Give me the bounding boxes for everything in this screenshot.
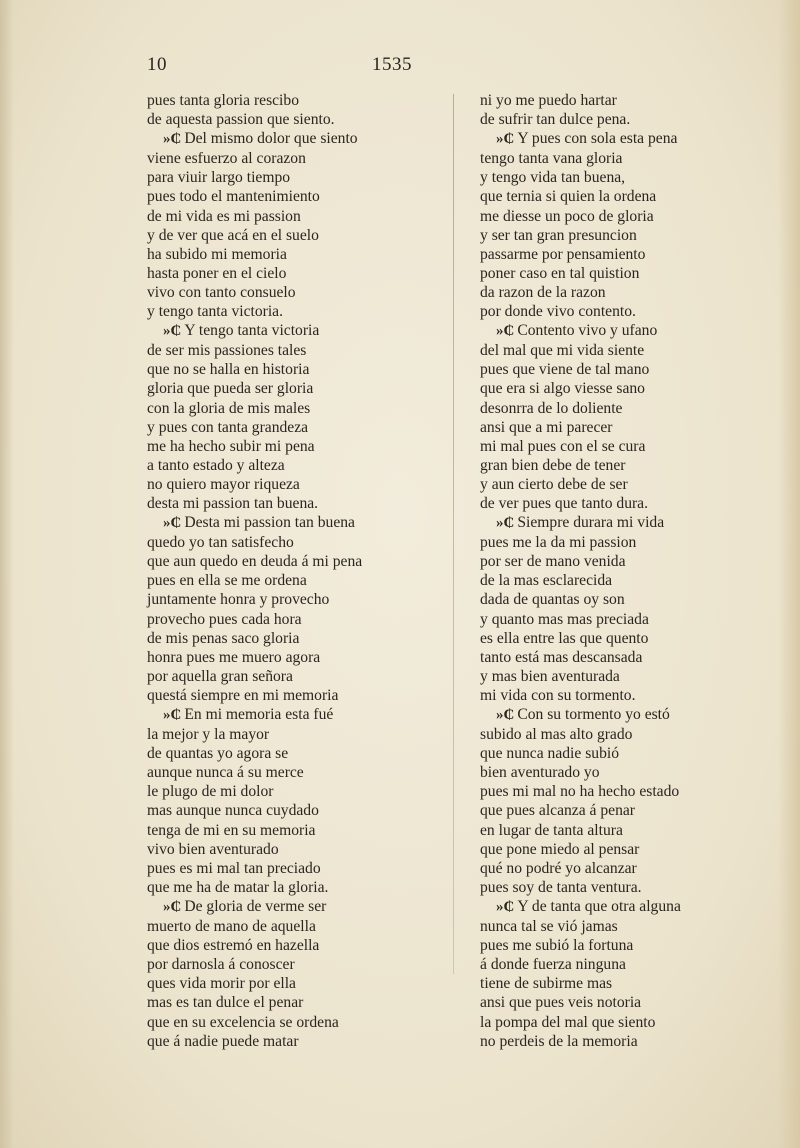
verse-text: le plugo de mi dolor <box>147 783 274 801</box>
stanza-first-line <box>147 129 447 149</box>
verse-text: ques vida morir por ella <box>147 975 296 993</box>
verse-line <box>480 974 780 993</box>
verse-text: juntamente honra y provecho <box>147 591 330 609</box>
verse-text: tiene de subirme mas <box>480 975 613 993</box>
verse-text: quedo yo tan satisfecho <box>147 534 294 552</box>
verse-line <box>480 955 780 974</box>
verse-text: por darnosla á conoscer <box>147 956 295 974</box>
column-gutter <box>453 94 454 974</box>
verse-text: que no se halla en historia <box>147 361 310 379</box>
stanza-mark-icon: »₵ <box>496 515 515 532</box>
stanza-first-line <box>147 513 447 533</box>
verse-line <box>480 302 780 321</box>
verse-text: Y de tanta que otra alguna <box>517 897 681 915</box>
verse-line <box>480 437 780 456</box>
verse-line <box>147 149 447 168</box>
stanza-first-line <box>480 321 780 341</box>
verse-line <box>147 264 447 283</box>
verse-text: mi vida con su tormento. <box>480 686 636 704</box>
verse-line <box>147 552 447 571</box>
verse-line <box>147 590 447 609</box>
verse-line <box>147 245 447 264</box>
verse-line <box>480 878 780 897</box>
verse-line <box>480 379 780 398</box>
verse-text: pues tanta gloria rescibo <box>147 92 299 109</box>
verse-text: gloria que pueda ser gloria <box>147 380 314 398</box>
verse-line <box>147 168 447 187</box>
verse-line <box>480 418 780 437</box>
verse-text: desonrra de lo doliente <box>480 399 623 417</box>
verse-text: que pues alcanza á penar <box>480 802 635 820</box>
verse-text: mas es tan dulce el penar <box>147 994 304 1012</box>
verse-text: desta mi passion tan buena. <box>147 494 319 512</box>
verse-line <box>147 936 447 955</box>
verse-line <box>480 110 780 129</box>
verse-line <box>147 379 447 398</box>
stanza-mark-icon: »₵ <box>496 131 515 148</box>
verse-text: la mejor y la mayor <box>147 726 270 744</box>
verse-line <box>480 610 780 629</box>
stanza-first-line <box>480 897 780 917</box>
verse-line <box>147 533 447 552</box>
verse-text: me diesse un poco de gloria <box>480 207 654 225</box>
verse-line <box>480 840 780 859</box>
verse-text: pues todo el mantenimiento <box>147 188 320 206</box>
verse-text: tenga de mi en su memoria <box>147 821 316 839</box>
verse-line <box>147 878 447 897</box>
verse-text: que aun quedo en deuda á mi pena <box>147 553 363 571</box>
verse-line <box>480 494 780 513</box>
left-text-column <box>147 91 447 1051</box>
verse-line <box>147 187 447 206</box>
verse-line <box>480 168 780 187</box>
verse-line <box>480 207 780 226</box>
verse-text: y tengo tanta victoria. <box>147 303 283 321</box>
verse-text: á donde fuerza ninguna <box>480 956 626 974</box>
verse-text: nunca tal se vió jamas <box>480 918 618 936</box>
verse-line <box>480 782 780 801</box>
verse-line <box>147 974 447 993</box>
verse-line <box>480 917 780 936</box>
verse-text: para viuir largo tiempo <box>147 169 291 187</box>
verse-text: que era si algo viesse sano <box>480 380 645 398</box>
verse-text: no quiero mayor riqueza <box>147 475 300 493</box>
verse-line <box>147 725 447 744</box>
verse-text: y tengo vida tan buena, <box>480 169 626 187</box>
verse-text: ni yo me puedo hartar <box>480 92 617 109</box>
verse-text: Contento vivo y ufano <box>517 322 658 340</box>
verse-text: que dios estremó en hazella <box>147 937 320 955</box>
verse-text: con la gloria de mis males <box>147 399 311 417</box>
verse-text: de ser mis passiones tales <box>147 342 307 360</box>
verse-line <box>480 456 780 475</box>
verse-line <box>147 360 447 379</box>
verse-text: me ha hecho subir mi pena <box>147 437 315 455</box>
verse-text: y aun cierto debe de ser <box>480 475 628 493</box>
verse-line <box>480 360 780 379</box>
verse-line <box>147 629 447 648</box>
verse-line <box>147 763 447 782</box>
stanza-mark-icon: »₵ <box>496 898 515 915</box>
verse-text: subido al mas alto grado <box>480 726 633 744</box>
stanza-mark-icon: »₵ <box>163 323 182 340</box>
stanza-first-line <box>480 513 780 533</box>
verse-line <box>480 763 780 782</box>
verse-text: que pone miedo al pensar <box>480 840 640 858</box>
stanza-first-line <box>147 321 447 341</box>
verse-line <box>147 610 447 629</box>
verse-line <box>480 399 780 418</box>
stanza-mark-icon: »₵ <box>496 707 515 723</box>
verse-line <box>147 917 447 936</box>
verse-line <box>147 437 447 456</box>
verse-line <box>480 993 780 1012</box>
verse-line <box>480 648 780 667</box>
verse-text: qué no podré yo alcanzar <box>480 859 637 877</box>
verse-text: Desta mi passion tan buena <box>184 514 355 532</box>
verse-text: en lugar de tanta altura <box>480 821 623 839</box>
verse-line <box>480 859 780 878</box>
stanza-mark-icon: »₵ <box>163 898 182 915</box>
verse-text: que nunca nadie subió <box>480 745 620 763</box>
verse-text: Siempre durara mi vida <box>517 514 665 532</box>
verse-line <box>147 667 447 686</box>
verse-line <box>480 226 780 245</box>
verse-text: muerto de mano de aquella <box>147 918 316 936</box>
verse-text: de sufrir tan dulce pena. <box>480 111 631 129</box>
verse-text: En mi memoria esta fué <box>184 706 334 723</box>
verse-text: Del mismo dolor que siento <box>184 130 358 148</box>
verse-line <box>147 283 447 302</box>
verse-line <box>480 149 780 168</box>
stanza-mark-icon: »₵ <box>496 323 515 340</box>
verse-text: hasta poner en el cielo <box>147 264 287 282</box>
verse-text: que me ha de matar la gloria. <box>147 878 329 896</box>
verse-text: a tanto estado y alteza <box>147 456 285 474</box>
verse-line <box>480 936 780 955</box>
verse-line <box>147 494 447 513</box>
verse-line <box>480 629 780 648</box>
verse-line <box>147 782 447 801</box>
verse-line <box>480 552 780 571</box>
verse-text: questá siempre en mi memoria <box>147 686 339 704</box>
verse-text: gran bien debe de tener <box>480 456 626 474</box>
verse-text: y ser tan gran presuncion <box>480 226 637 244</box>
verse-line <box>480 1013 780 1032</box>
verse-text: bien aventurado yo <box>480 764 600 782</box>
verse-text: la pompa del mal que siento <box>480 1013 656 1031</box>
verse-text: ha subido mi memoria <box>147 245 287 263</box>
verse-line <box>147 821 447 840</box>
verse-text: de la mas esclarecida <box>480 572 613 590</box>
verse-text: que á nadie puede matar <box>147 1032 299 1050</box>
verse-text: pues me subió la fortuna <box>480 937 634 955</box>
verse-line <box>480 341 780 360</box>
verse-line <box>480 686 780 705</box>
verse-line <box>147 744 447 763</box>
verse-line <box>147 1013 447 1032</box>
verse-text: Y pues con sola esta pena <box>517 130 678 148</box>
verse-text: pues en ella se me ordena <box>147 572 307 590</box>
verse-text: de ver pues que tanto dura. <box>480 494 649 512</box>
verse-text: aunque nunca á su merce <box>147 764 304 782</box>
verse-text: passarme por pensamiento <box>480 245 646 263</box>
verse-line <box>147 226 447 245</box>
verse-line <box>147 110 447 129</box>
verse-text: Y tengo tanta victoria <box>184 322 320 340</box>
verse-text: viene esfuerzo al corazon <box>147 150 306 168</box>
verse-line <box>147 418 447 437</box>
verse-text: Con su tormento yo estó <box>517 706 670 723</box>
verse-text: y quanto mas mas preciada <box>480 610 649 628</box>
verse-line <box>147 801 447 820</box>
verse-text: de mi vida es mi passion <box>147 207 301 225</box>
running-header <box>0 54 800 84</box>
verse-line <box>480 725 780 744</box>
verse-line <box>147 456 447 475</box>
verse-line <box>147 341 447 360</box>
signature-mark: 1535 <box>372 54 412 75</box>
verse-text: pues soy de tanta ventura. <box>480 878 642 896</box>
verse-text: y de ver que acá en el suelo <box>147 226 319 244</box>
verse-text: vivo bien aventurado <box>147 840 279 858</box>
verse-text: es ella entre las que quento <box>480 629 649 647</box>
verse-line <box>147 1032 447 1051</box>
verse-text: pues que viene de tal mano <box>480 361 650 379</box>
verse-line <box>480 667 780 686</box>
verse-line <box>147 859 447 878</box>
verse-text: de quantas yo agora se <box>147 745 289 763</box>
verse-text: provecho pues cada hora <box>147 610 302 628</box>
verse-text: y pues con tanta grandeza <box>147 418 309 436</box>
verse-text: De gloria de verme ser <box>184 897 327 915</box>
verse-line <box>147 475 447 494</box>
verse-text: vivo con tanto consuelo <box>147 283 296 301</box>
verse-text: tanto está mas descansada <box>480 648 643 666</box>
verse-line <box>480 475 780 494</box>
stanza-first-line <box>480 129 780 149</box>
verse-text: por aquella gran señora <box>147 667 293 685</box>
stanza-first-line <box>147 897 447 917</box>
verse-text: tengo tanta vana gloria <box>480 150 623 168</box>
verse-text: de mis penas saco gloria <box>147 629 300 647</box>
verse-text: que ternia si quien la ordena <box>480 188 657 206</box>
verse-text: poner caso en tal quistion <box>480 264 640 282</box>
verse-text: que en su excelencia se ordena <box>147 1013 339 1031</box>
verse-text: honra pues me muero agora <box>147 648 321 666</box>
verse-line <box>480 533 780 552</box>
verse-line <box>480 1032 780 1051</box>
verse-line <box>147 840 447 859</box>
stanza-mark-icon: »₵ <box>163 131 182 148</box>
verse-line <box>480 821 780 840</box>
verse-line <box>480 187 780 206</box>
verse-text: de aquesta passion que siento. <box>147 111 335 129</box>
verse-line <box>147 302 447 321</box>
verse-text: no perdeis de la memoria <box>480 1032 638 1050</box>
verse-line <box>147 993 447 1012</box>
verse-line <box>480 91 780 110</box>
page-edge-right <box>778 0 800 1148</box>
verse-line <box>480 264 780 283</box>
verse-line <box>480 744 780 763</box>
verse-text: mas aunque nunca cuydado <box>147 802 319 820</box>
verse-line <box>147 399 447 418</box>
stanza-first-line <box>480 705 780 725</box>
verse-text: ansi que pues veis notoria <box>480 994 642 1012</box>
verse-line <box>147 207 447 226</box>
stanza-mark-icon: »₵ <box>163 707 182 723</box>
verse-text: mi mal pues con el se cura <box>480 437 646 455</box>
verse-line <box>480 571 780 590</box>
verse-line <box>480 283 780 302</box>
stanza-mark-icon: »₵ <box>163 515 182 532</box>
verse-line <box>147 686 447 705</box>
verse-line <box>480 245 780 264</box>
verse-text: por ser de mano venida <box>480 553 626 571</box>
verse-text: pues mi mal no ha hecho estado <box>480 783 680 801</box>
page-edge-left <box>0 0 14 1148</box>
verse-text: ansi que a mi parecer <box>480 418 613 436</box>
verse-line <box>147 91 447 110</box>
verse-line <box>480 801 780 820</box>
verse-text: y mas bien aventurada <box>480 667 620 685</box>
stanza-first-line <box>147 705 447 725</box>
verse-text: pues es mi mal tan preciado <box>147 859 321 877</box>
verse-text: dada de quantas oy son <box>480 591 625 609</box>
verse-text: da razon de la razon <box>480 283 606 301</box>
verse-line <box>147 648 447 667</box>
right-text-column <box>480 91 780 1051</box>
verse-line <box>147 955 447 974</box>
verse-line <box>147 571 447 590</box>
page-number: 10 <box>147 54 167 75</box>
verse-text: pues me la da mi passion <box>480 534 637 552</box>
verse-text: por donde vivo contento. <box>480 303 636 321</box>
verse-line <box>480 590 780 609</box>
verse-text: del mal que mi vida siente <box>480 342 645 360</box>
